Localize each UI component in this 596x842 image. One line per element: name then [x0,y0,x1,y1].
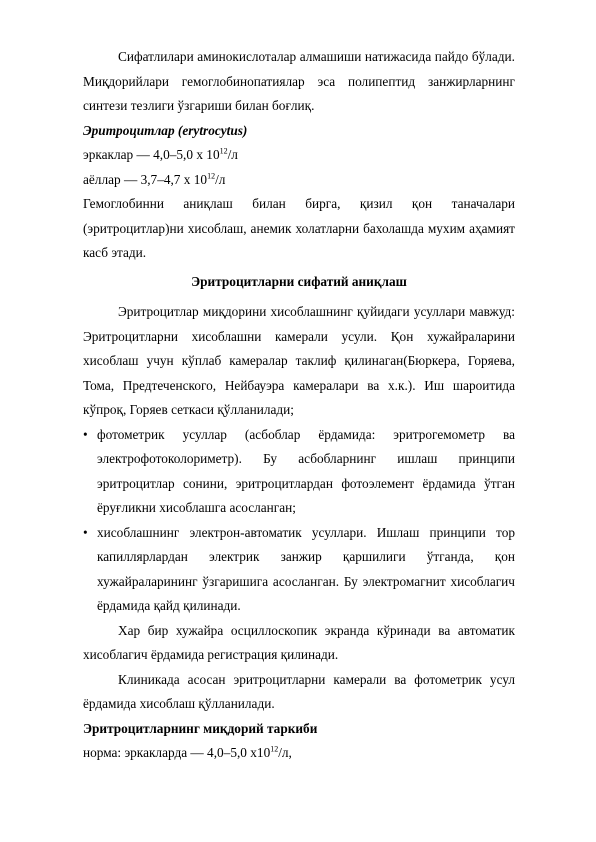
norm-men-unit: /л [227,147,238,162]
norm-women-value: аёллар — 3,7–4,7 x 10 [83,171,208,187]
norm-men-value: эркаклар — 4,0–5,0 x 10 [83,147,220,162]
bullet-icon: • [83,426,88,442]
section-title: Эритроцитларни сифатий аниқлаш [191,273,407,289]
bullet-icon: • [83,524,88,540]
paragraph-hemoglobinopathies: Сифатлилари аминокислоталар алмашиши натижасида пайдо бўлади. Миқдорийлари гемоглобинопатиялар эса полипептид занжирларнинг синтези тезлиги ўзгариши билан боғлиқ. [83,49,515,113]
norm-unit: /л, [278,745,292,760]
norm-men-line [83,143,515,168]
norm-line [83,741,515,766]
list-item-electronic [83,521,515,619]
paragraph-hemoglobin: Гемоглобинни аниқлаш билан бирга, қизил қон таначалари (эритроцитлар)ни хисоблаш, анемик холатларни бахолашда мухим аҳамият касб этади. [83,196,515,260]
paragraph-methods: Эритроцитлар миқдорини хисоблашнинг қуйидаги усуллари мавжуд: Эритроцитларни хисоблашни камерали усули. Қон хужайраларини хисоблаш учун кўплаб камералар таклиф қилинаган(Бюркера, Горяева, Тома, Предтеченского, Нейбауэра камералари ва х.к.). Иш шароитида кўпроқ, Горяев сеткаси қўлланилади; [83,304,515,417]
document-body [83,45,515,766]
paragraph-oscilloscope: Хар бир хужайра осциллоскопик экранда кўринади ва автоматик хисоблагич ёрдамида регистрация қилинади. [83,622,515,662]
norm-women-line [83,168,515,193]
norm-value: норма: эркакларда — 4,0–5,0 x10 [83,745,271,760]
norm-exponent: 12 [270,744,279,754]
list-item-text: фотометрик усуллар (асбоблар ёрдамида: эритрогемометр ва электрофотоколориметр). Бу асбобларнинг ишлаш принципи эритроцитлар сонини, эритроцитлардан фотоэлемент ёрдамида ўтган ёруғликни хисоблашга асосланган; [97,426,515,515]
norm-men-exponent: 12 [219,146,228,156]
norm-women-unit: /л [215,171,226,187]
paragraph-clinic: Клиникада асосан эритроцитларни камерали ва фотометрик усул ёрдамида хисоблаш қўлланилади. [83,671,515,711]
list-item-text: хисоблашнинг электрон-автоматик усуллари. Ишлаш принципи тор капиллярлардан электрик занжир қаршилиги ўтганда, қон хужайраларининг ўзгаришига асосланган. Бу электромагнит хисоблагич ёрдамида қайд қилинади. [97,524,515,613]
methods-list [83,423,515,619]
norm-women-exponent: 12 [207,171,216,181]
heading-erythrocytes: Эритроцитлар (erytrocytus) [83,122,248,138]
list-item-photometric [83,423,515,521]
heading-composition: Эритроцитларнинг миқдорий таркиби [83,720,318,736]
